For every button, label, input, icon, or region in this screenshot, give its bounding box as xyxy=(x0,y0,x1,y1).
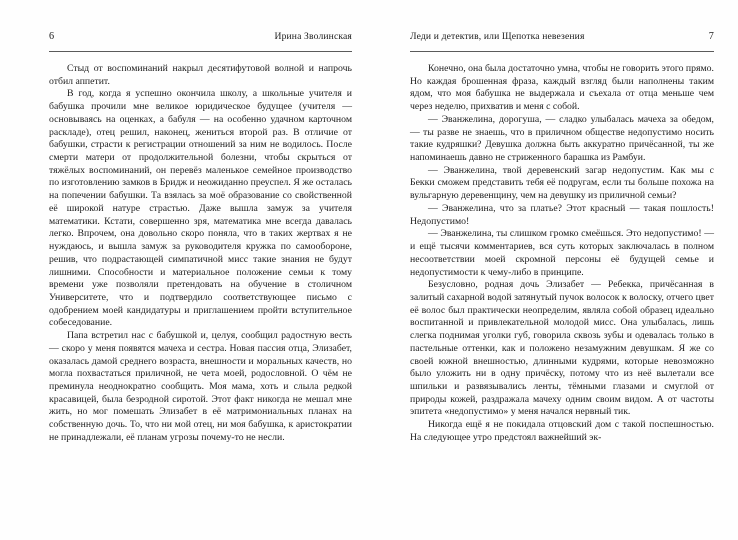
paragraph: — Эванжелина, твой деревенский загар недопустим. Как мы с Бекки сможем представить тебя её подругам, если ты больше похожа на вульгарную деревенщину, чем на девушку из приличной семьи? xyxy=(410,164,714,202)
paragraph: Безусловно, родная дочь Элизабет — Ребекка, причёсанная в залитый сахарной водой затянутый пучок волосок к волоску, отчего цвет её волос был практически неопределим, являла собой образец идеально воспитанной и привлекательной молодой мисс. Она улыбалась, лишь слегка поднимая уголки губ, говорила сквозь зубы и одевалась только в пастельные оттенки, как и положено незамужним девушкам. Я же со своей южной внешностью, длинными кудрями, которые невозможно было уложить ни в одну причёску, потому что из неё вылетали все шпильки и развязывались ленты, тёмными глазами и смуглой от природы кожей, раздражала мачеху одним своим видом. А от частоты эпитета «недопустимо» у меня начался нервный тик. xyxy=(410,279,714,418)
paragraph: В год, когда я успешно окончила школу, а школьные учителя и бабушка прочили мне великое юридическое будущее (учителя — основываясь на оценках, а бабуля — на особенно удачном карточном раскладе), отец решил, наконец, жениться второй раз. В отличие от бабушки, страсти к регистрации отношений за ним не водилось. После смерти матери от продолжительной болезни, чтобы скрыться от тяжёлых воспоминаний, он перевёз маленькое семейное производство по изготовлению замков в Бридж и неожиданно преуспел. Я же осталась на попечении бабушки. Та взялась за моё образование со свойственной её широкой натуре страстью. Даже вышла замуж за учителя математики. Кстати, совершенно зря, математика мне всегда давалась легко. Впрочем, она довольно скоро поняла, что в таких жертвах я не нуждаюсь, и вышла замуж за руководителя кружка по самообороне, решив, что подрастающей симпатичной мисс такие знания не будут лишними. Способности и материальное положение семьи к тому времени уже позволяли претендовать на обучение в столичном Университете, что и подтвердило соответствующее письмо с одобрением моей кандидатуры и приглашением пройти вступительное собеседование. xyxy=(49,88,352,329)
paragraph: Конечно, она была достаточно умна, чтобы не говорить этого прямо. Но каждая брошенная фраза, каждый взгляд были наполнены таким ядом, что моя бабушка не выдержала и съехала от отца меньше чем через неделю, прихватив и меня с собой. xyxy=(410,63,714,113)
paragraph: — Эванжелина, дорогуша, — сладко улыбалась мачеха за обедом, — ты разве не знаешь, что в приличном обществе недопустимо носить такие кудряшки? Девушка должна быть аккуратно причёсанной, ты же напоминаешь давно не стриженного барашка из Рамбуи. xyxy=(410,113,714,164)
right-page xyxy=(369,0,738,540)
left-page-running-head xyxy=(49,31,352,52)
paragraph: — Эванжелина, ты слишком громко смеёшься. Это недопустимо! — и ещё тысячи комментариев, вся суть которых заключалась в полном несоответствии моей скромной персоны её будущей семье и недопустимости к чему-либо в принципе. xyxy=(410,228,714,278)
left-page-author-name: Ирина Зволинская xyxy=(274,31,352,42)
right-page-book-title: Леди и детектив, или Щепотка невезения xyxy=(410,31,585,42)
paragraph: Стыд от воспоминаний накрыл десятифутовой волной и напрочь отбил аппетит. xyxy=(49,63,352,87)
left-page-body xyxy=(49,63,352,445)
right-page-body xyxy=(410,63,714,445)
left-page-folio: 6 xyxy=(49,31,55,42)
right-page-folio: 7 xyxy=(708,31,714,42)
paragraph: Никогда ещё я не покидала отцовский дом с такой поспешностью. На следующее утро предстоял важнейший эк- xyxy=(410,419,714,443)
paragraph: Папа встретил нас с бабушкой и, целуя, сообщил радостную весть — скоро у меня появятся мачеха и сестра. Новая пассия отца, Элизабет, оказалась дамой среднего возраста, внешности и моральных качеств, но могла похвастаться приличной, не чета моей, родословной. О чём не преминула неоднократно сообщить. Моя мама, хоть и слыла редкой красавицей, была безродной сиротой. Этот факт никогда не мешал мне жить, но мог помешать Элизабет в её матримониальных планах на собственную дочь. То, что ни мой отец, ни моя бабушка, к аристократии не принадлежали, её планам угрозы почему-то не несли. xyxy=(49,330,352,443)
paragraph: — Эванжелина, что за платье? Этот красный — такая пошлость! Недопустимо! xyxy=(410,202,714,227)
right-page-running-head xyxy=(410,31,714,52)
